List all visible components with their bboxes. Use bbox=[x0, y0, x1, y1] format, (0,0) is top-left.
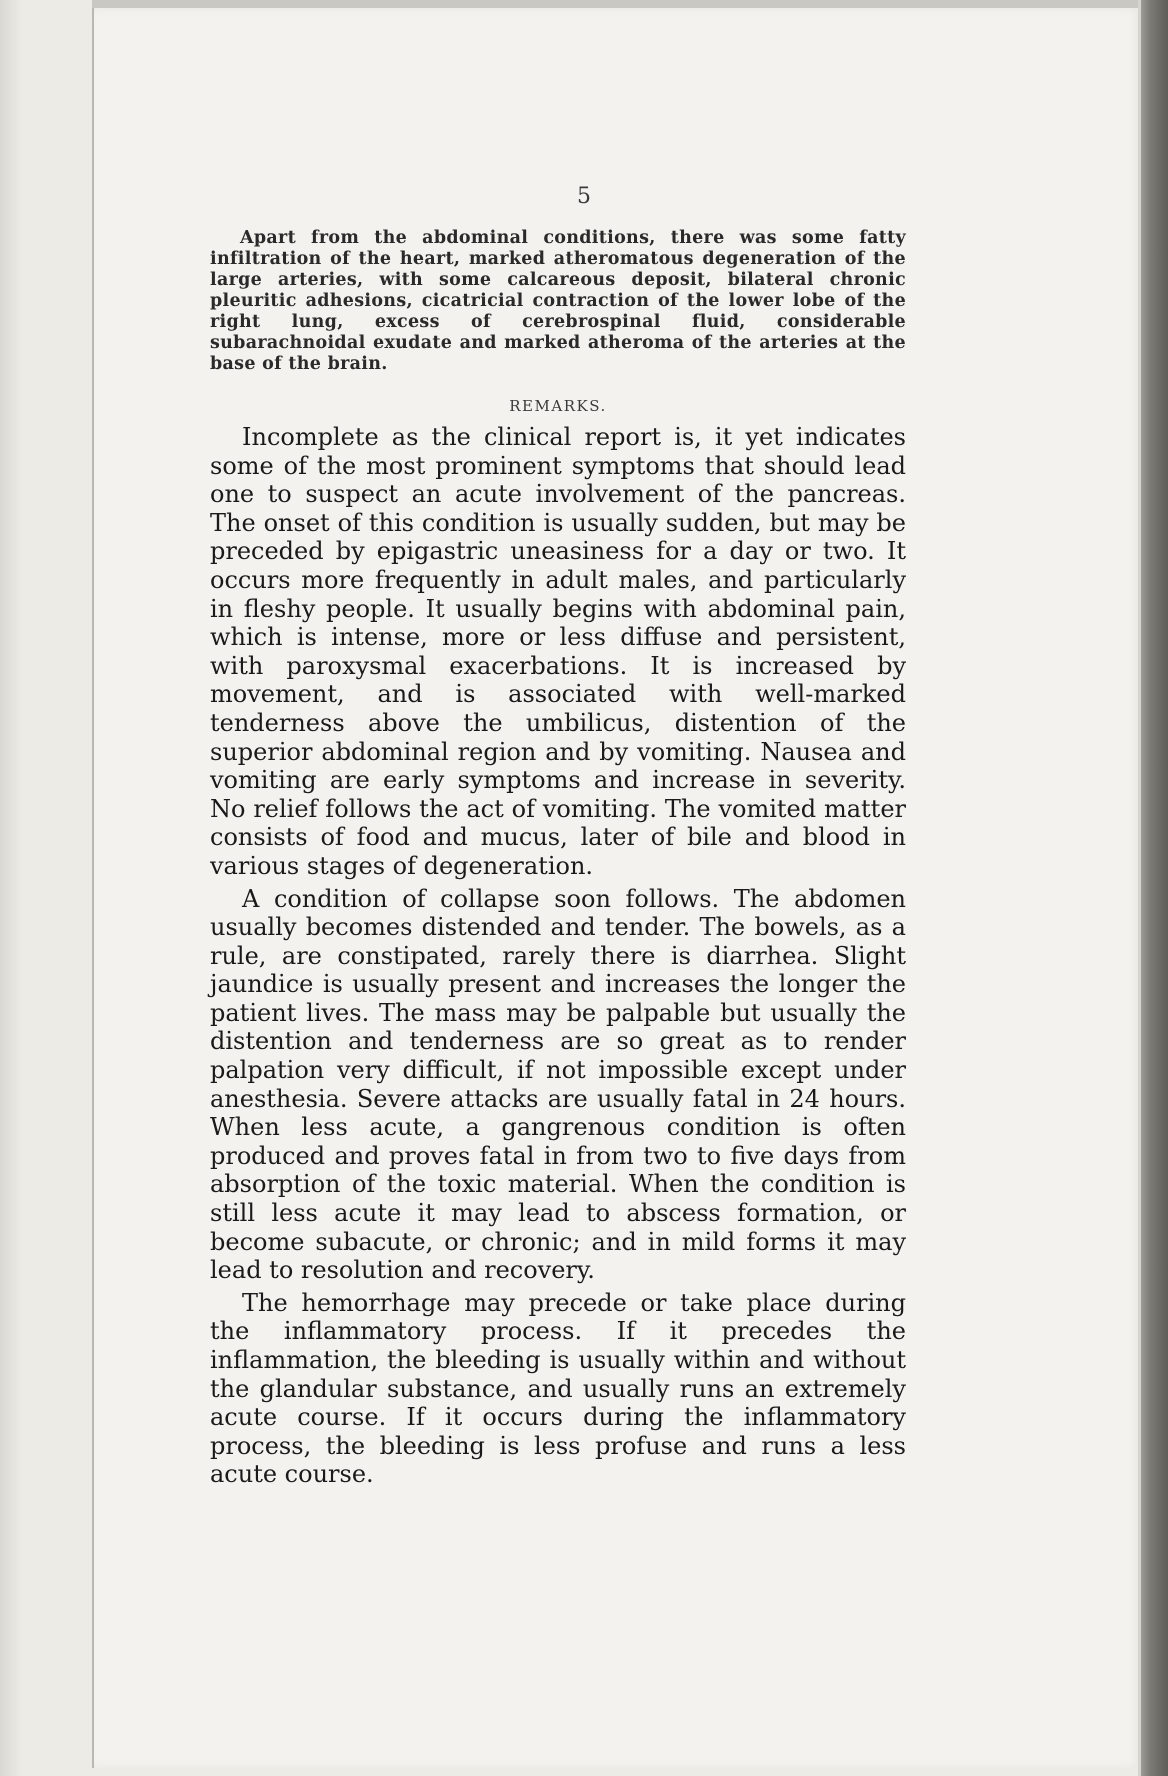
section-heading: REMARKS. bbox=[509, 397, 607, 415]
remarks-paragraph-1: Incomplete as the clinical report is, it yet indicates some of the most prominent symptoms that should lead one to suspect an acute involvement of the pancreas. The onset of this condition is usually sudden, but may be preceded by epigastric uneasiness for a day or two. It occurs more frequently in adult males, and particularly in fleshy people. It usually begins with abdominal pain, which is intense, more or less diffuse and persistent, with paroxysmal exacerbations. It is increased by movement, and is associated with well-marked tenderness above the umbilicus, distention of the superior abdominal region and by vomiting. Nausea and vomiting are early symptoms and increase in severity. No relief follows the act of vomiting. The vomited matter consists of food and mucus, later of bile and blood in various stages of degeneration. bbox=[210, 423, 906, 880]
remarks-paragraph-2: A condition of collapse soon follows. The abdomen usually becomes distended and tender. The bowels, as a rule, are constipated, rarely there is diarrhea. Slight jaundice is usually present and increases the longer the patient lives. The mass may be palpable but usually the distention and tenderness are so great as to render palpation very difficult, if not impossible except under anesthesia. Severe attacks are usually fatal in 24 hours. When less acute, a gangrenous condition is often produced and proves fatal in from two to five days from absorption of the toxic material. When the condition is still less acute it may lead to abscess formation, or become subacute, or chronic; and in mild forms it may lead to resolution and recovery. bbox=[210, 884, 906, 1285]
page-number: 5 bbox=[577, 184, 591, 209]
scan-top-edge bbox=[92, 0, 1140, 8]
autopsy-findings-paragraph: Apart from the abdominal conditions, there was some fatty infiltration of the heart, marked atheromatous degeneration of the large arteries, with some calcareous deposit, bilateral chronic pleuritic adhesions, cicatricial contraction of the lower lobe of the right lung, excess of cerebrospinal fluid, considerable subarachnoidal exudate and marked atheroma of the arteries at the base of the brain. bbox=[210, 228, 906, 374]
scan-right-edge bbox=[1138, 0, 1168, 1776]
remarks-paragraph-3: The hemorrhage may precede or take place during the inflammatory process. If it precedes the inflammation, the bleeding is usually within and without the glandular substance, and usually runs an extremely acute course. If it occurs during the inflammatory process, the bleeding is less profuse and runs a less acute course. bbox=[210, 1288, 906, 1489]
page-content bbox=[210, 228, 906, 1489]
scan-binding-edge bbox=[0, 0, 22, 1776]
